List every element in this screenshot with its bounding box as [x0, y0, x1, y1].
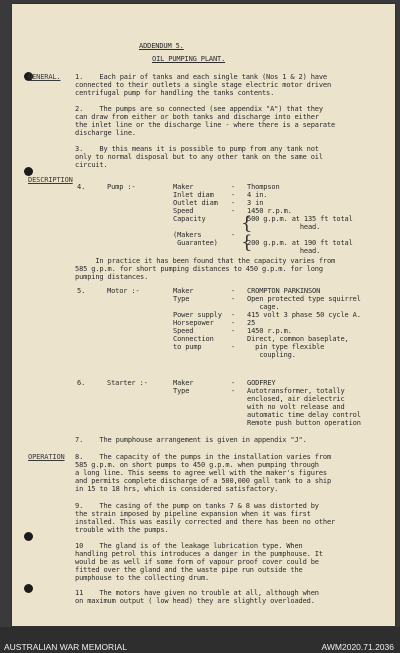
paragraph-1-line: 1. Each pair of tanks and each single tank (Nos 1 & 2) have [75, 73, 327, 81]
motor-spec-spec-value: Direct, common baseplate, [247, 335, 349, 343]
starter-spec-spec-separator: - [231, 379, 236, 387]
paragraph-8-line: 585 g.p.m. on short pumps to 450 g.p.m. when pumping through [75, 461, 319, 469]
pump-spec-spec-value: head. [247, 247, 321, 255]
starter-spec-spec-value: Remote push button operation [247, 419, 361, 427]
pump-spec-spec-value: 500 g.p.m. at 135 ft total [247, 215, 353, 223]
paragraph-2-line: can draw from either or both tanks and discharge into either [75, 113, 319, 121]
paragraph-10-line: handling petrol this introduces a danger in the pumphouse. It [75, 550, 323, 558]
side-label-description: DESCRIPTION [28, 176, 73, 184]
motor-spec-spec-key: Type [173, 295, 190, 303]
side-label-operation: OPERATION [28, 453, 65, 461]
pump-spec-spec-value: 200 g.p.m. at 190 ft total [247, 239, 353, 247]
motor-spec-spec-separator: - [231, 287, 236, 295]
starter-spec-spec-value: enclosed, air dielectric [247, 395, 345, 403]
motor-spec-spec-key: Speed [173, 327, 194, 335]
paragraph-2-line: discharge line. [75, 129, 136, 137]
motor-spec-number: 5. [77, 287, 86, 295]
starter-spec-number: 6. [77, 379, 86, 387]
footer-accession-number: AWM2020.71.2036 [321, 642, 394, 652]
footer-institution: AUSTRALIAN WAR MEMORIAL [4, 642, 127, 652]
motor-spec-spec-separator: - [231, 327, 236, 335]
pump-spec-spec-key: Inlet diam [173, 191, 214, 199]
pump-spec-spec-value: Thompson [247, 183, 280, 191]
paragraph-10-line: 10 The gland is of the leakage lubrication type. When [75, 542, 303, 550]
paragraph-11-line: on maximum output ( low head) they are slightly overloaded. [75, 597, 315, 605]
footer-bar [0, 627, 400, 653]
motor-spec-spec-value: 415 volt 3 phase 50 cycle A. [247, 311, 361, 319]
motor-spec-spec-key: Power supply [173, 311, 222, 319]
paragraph-3-line: 3. By this means it is possible to pump from any tank not [75, 145, 319, 153]
paragraph-10-line: pumphouse to the collecting drum. [75, 574, 210, 582]
motor-spec-spec-separator: - [231, 311, 236, 319]
starter-spec-spec-key: Type [173, 387, 190, 395]
motor-spec-label: Motor :- [107, 287, 140, 295]
paragraph-3-line: only to normal disposal but to any other tank on the same oil [75, 153, 323, 161]
motor-spec-spec-value: 1450 r.p.m. [247, 327, 292, 335]
paragraph-8-line: 8. The capacity of the pumps in the installation varies from [75, 453, 332, 461]
paragraph-1-line: centrifugal pump for handling the tanks contents. [75, 89, 275, 97]
capacity-brace: { [241, 232, 253, 253]
starter-spec-spec-key: Maker [173, 379, 194, 387]
paragraph-9-line: 9. The casing of the pump on tanks 7 & 8 was distorted by [75, 502, 319, 510]
motor-spec-spec-separator: - [231, 343, 236, 351]
addendum-heading: ADDENDUM 5. [139, 42, 184, 50]
punch-hole [24, 167, 33, 176]
paragraph-3-line: circuit. [75, 161, 108, 169]
practice-paragraph-line: In practice it has been found that the capacity varies from [75, 257, 336, 265]
motor-spec-spec-key: Maker [173, 287, 194, 295]
pump-spec-spec-key: Guarantee) [173, 239, 218, 247]
starter-spec-label: Starter :- [107, 379, 148, 387]
starter-spec-spec-value: GODFREY [247, 379, 276, 387]
motor-spec-spec-separator: - [231, 319, 236, 327]
motor-spec-spec-key: Connection [173, 335, 214, 343]
paragraph-9-line: the strain imposed by pipeline expansion when it was first [75, 510, 311, 518]
starter-spec-spec-value: Autotransformer, totally [247, 387, 345, 395]
motor-spec-spec-value: 25 [247, 319, 256, 327]
paragraph-10-line: would be as well if some form of vapour proof cover could be [75, 558, 319, 566]
paragraph-9-line: installed. This was easily corrected and there has been no other [75, 518, 336, 526]
punch-hole [24, 532, 33, 541]
pump-spec-spec-key: Capacity [173, 215, 206, 223]
pump-spec-spec-separator: - [231, 207, 236, 215]
motor-spec-spec-value: Open protected type squirrel [247, 295, 361, 303]
paragraph-11-line: 11 The motors have given no trouble at all, although when [75, 589, 319, 597]
punch-hole [24, 584, 33, 593]
paragraph-1-line: connected to their outlets a single stage electric motor driven [75, 81, 332, 89]
practice-paragraph-line: 585 g.p.m. for short pumping distances to 450 g.p.m. for long [75, 265, 323, 273]
motor-spec-spec-value: pin type flexible [247, 343, 325, 351]
paragraph-8-line: a long line. This seems to agree well with the maker's figures [75, 469, 327, 477]
motor-spec-spec-key: to pump [173, 343, 202, 351]
motor-spec-spec-key: Horsepower [173, 319, 214, 327]
motor-spec-spec-separator: - [231, 295, 236, 303]
pump-spec-spec-key: Outlet diam [173, 199, 218, 207]
paragraph-8-line: and permits complete discharge of a 500,000 gall tank to a ship [75, 477, 332, 485]
paragraph-10-line: fitted over the gland and the waste pipe run outside the [75, 566, 303, 574]
starter-spec-spec-value: automatic time delay control [247, 411, 361, 419]
paragraph-8-line: in 15 to 18 hrs, which is considered satisfactory. [75, 485, 279, 493]
paragraph-9-line: trouble with the pumps. [75, 526, 169, 534]
practice-paragraph-line: pumping distances. [75, 273, 149, 281]
section-title: OIL PUMPING PLANT. [152, 55, 226, 63]
pump-spec-spec-separator: - [231, 191, 236, 199]
pump-spec-spec-value: 1450 r.p.m. [247, 207, 292, 215]
pump-spec-spec-separator: - [231, 183, 236, 191]
pump-spec-spec-separator: - [231, 199, 236, 207]
pump-spec-spec-key: (Makers [173, 231, 202, 239]
starter-spec-spec-value: with no volt release and [247, 403, 345, 411]
pump-spec-spec-key: Maker [173, 183, 194, 191]
pump-spec-number: 4. [77, 183, 86, 191]
pump-spec-spec-key: Speed [173, 207, 194, 215]
pump-spec-spec-value: 4 in. [247, 191, 268, 199]
pump-spec-spec-separator: - [231, 231, 236, 239]
paragraph-2-line: 2. The pumps are so connected (see appendix "A") that they [75, 105, 323, 113]
side-label-general: GENERAL. [28, 73, 61, 81]
motor-spec-spec-value: coupling. [247, 351, 296, 359]
paragraph-2-line: the inlet line or the discharge line - where there is a separate [75, 121, 336, 129]
capacity-brace: { [241, 213, 253, 234]
pump-spec-spec-value: 3 in [247, 199, 264, 207]
pump-spec-spec-value: head. [247, 223, 321, 231]
starter-spec-spec-separator: - [231, 387, 236, 395]
pump-spec-label: Pump :- [107, 183, 136, 191]
motor-spec-spec-value: cage. [247, 303, 280, 311]
motor-spec-spec-value: CROMPTON PARKINSON [247, 287, 321, 295]
paragraph-7: 7. The pumphouse arrangement is given in appendix "J". [75, 436, 307, 444]
